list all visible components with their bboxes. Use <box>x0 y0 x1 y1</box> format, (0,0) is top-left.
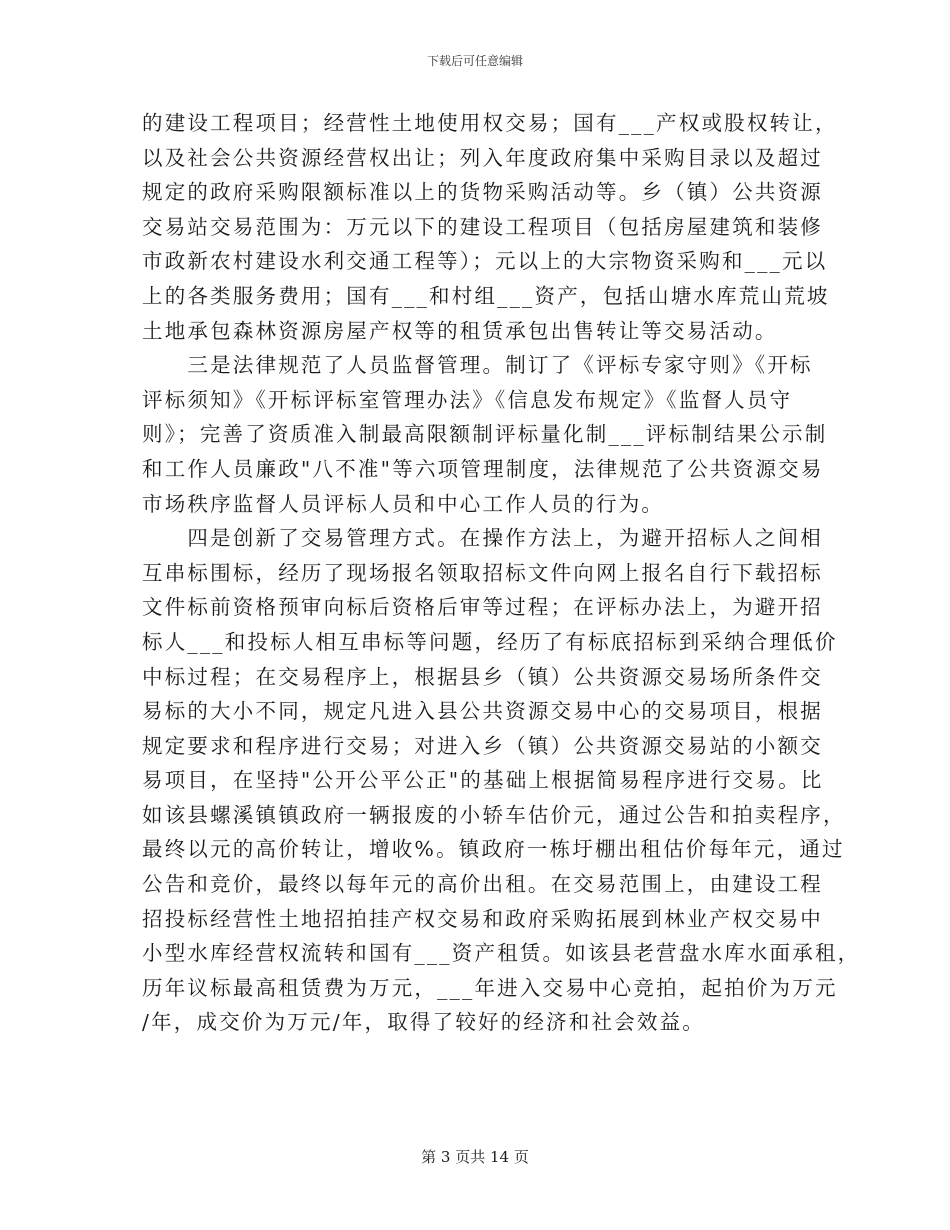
text-line: 的建设工程项目；经营性土地使用权交易；国有___产权或股权转让， <box>142 111 838 135</box>
text-line: 招投标经营性土地招拍挂产权交易和政府采购拓展到林业产权交易中 <box>142 906 823 931</box>
text-line: 规定要求和程序进行交易；对进入乡（镇）公共资源交易站的小额交 <box>142 733 823 758</box>
text-line: 最终以元的高价转让，增收%。镇政府一栋圩棚出租估价每年元，通过 <box>142 837 845 862</box>
text-line: 评标须知》《开标评标室管理办法》《信息发布规定》《监督人员守 <box>142 387 793 412</box>
text-line: 小型水库经营权流转和国有___资产租赁。如该县老营盘水库水面承租， <box>142 941 861 966</box>
text-line: 三是法律规范了人员监督管理。制订了《评标专家守则》《开标 <box>142 353 813 378</box>
text-line: 如该县螺溪镇镇政府一辆报废的小轿车估价元，通过公告和拍卖程序， <box>142 802 846 827</box>
text-line: 四是创新了交易管理方式。在操作方法上，为避开招标人之间相 <box>142 526 823 551</box>
text-line: 交易站交易范围为：万元以下的建设工程项目（包括房屋建筑和装修 <box>142 214 823 239</box>
page-header: 下载后可任意编辑 <box>426 54 523 68</box>
text-line: 中标过程；在交易程序上，根据县乡（镇）公共资源交易场所条件交 <box>142 664 823 689</box>
text-line: 规定的政府采购限额标准以上的货物采购活动等。乡（镇）公共资源 <box>142 180 823 205</box>
text-line: 公告和竞价，最终以每年元的高价出租。在交易范围上，由建设工程 <box>142 872 823 897</box>
text-line: 易标的大小不同，规定凡进入县公共资源交易中心的交易项目，根据 <box>142 699 823 724</box>
text-line: 则》；完善了资质准入制最高限额制评标量化制___评标制结果公示制 <box>142 422 828 447</box>
text-line: 土地承包森林资源房屋产权等的租赁承包出售转让等交易活动。 <box>142 318 778 343</box>
text-line: 市政新农村建设水利交通工程等）；元以上的大宗物资采购和___元以 <box>142 249 828 274</box>
page-footer: 第 3 页共 14 页 <box>421 1148 529 1166</box>
text-line: 易项目，在坚持"公开公平公正"的基础上根据简易程序进行交易。比 <box>142 768 824 793</box>
text-line: /年，成交价为万元/年，取得了较好的经济和社会效益。 <box>142 1010 706 1035</box>
text-line: 和工作人员廉政"八不准"等六项管理制度，法律规范了公共资源交易 <box>142 456 824 481</box>
text-line: 上的各类服务费用；国有___和村组___资产，包括山塘水库荒山荒坡 <box>142 283 830 308</box>
text-line: 以及社会公共资源经营权出让；列入年度政府集中采购目录以及超过 <box>142 145 823 170</box>
text-line: 历年议标最高租赁费为万元，___年进入交易中心竞拍，起拍价为万元 <box>142 975 838 1000</box>
text-line: 市场秩序监督人员评标人员和中心工作人员的行为。 <box>142 491 665 516</box>
text-line: 互串标围标，经历了现场报名领取招标文件向网上报名自行下载招标 <box>142 560 823 585</box>
text-line: 文件标前资格预审向标后资格后审等过程；在评标办法上，为避开招 <box>142 595 823 620</box>
document-body <box>142 106 861 1040</box>
text-line: 标人___和投标人相互串标等问题，经历了有标底招标到采纳合理低价 <box>142 629 838 654</box>
